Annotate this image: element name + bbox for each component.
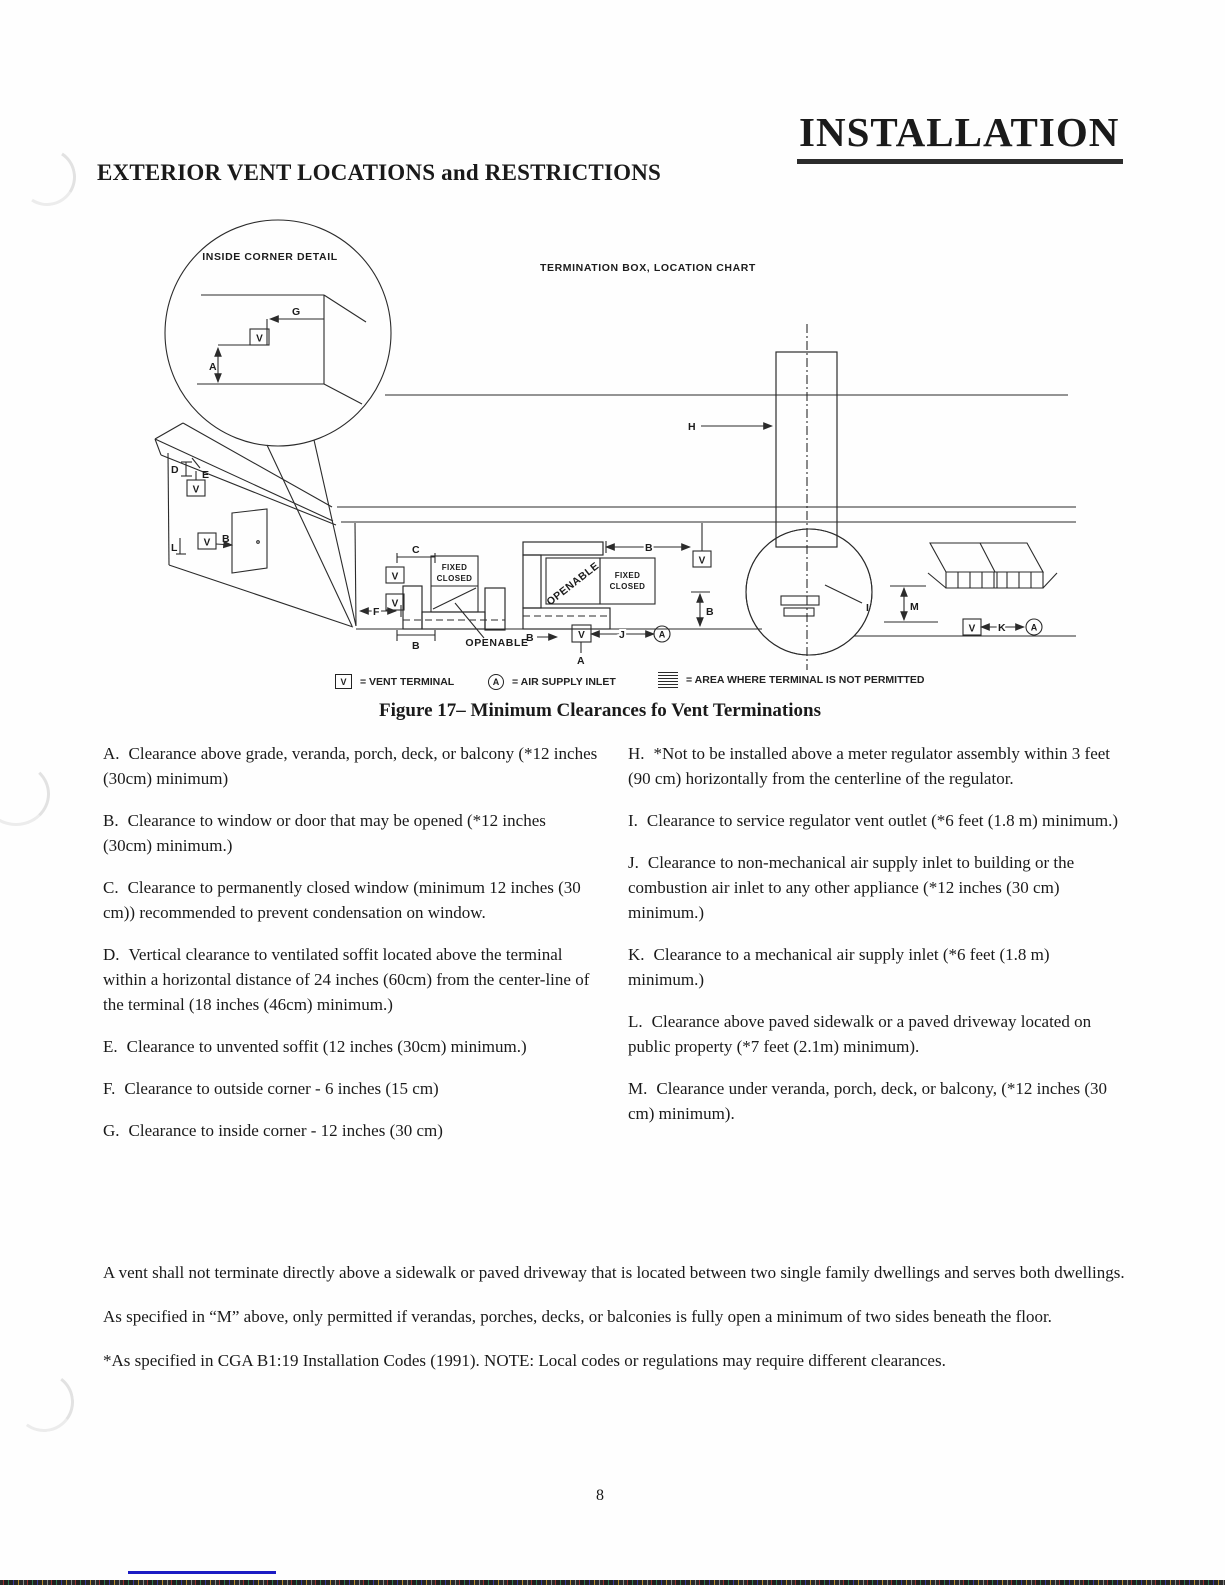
window-fixed-closed-1 bbox=[431, 556, 478, 612]
openable-label: OPENABLE bbox=[465, 637, 529, 649]
air-supply-inlet-symbol bbox=[1026, 619, 1042, 635]
vent-terminal-symbol bbox=[250, 329, 269, 345]
page-number: 8 bbox=[596, 1487, 604, 1504]
inside-corner-detail bbox=[165, 220, 391, 446]
door-handle bbox=[257, 541, 260, 544]
clearance-item: H. *Not to be installed above a meter regulator assembly within 3 feet (90 cm) horizontally from the centerline of the regulator. bbox=[628, 744, 1111, 788]
deck-isometric bbox=[884, 543, 1057, 635]
label-L: L bbox=[171, 542, 178, 554]
label-B: B bbox=[706, 606, 714, 618]
svg-text:V: V bbox=[192, 484, 200, 496]
label-G: G bbox=[292, 306, 301, 318]
air-supply-inlet-icon: A bbox=[488, 674, 504, 690]
house-isometric bbox=[155, 423, 356, 627]
clearance-item: A. Clearance above grade, veranda, porch, deck, or balcony (*12 inches (30cm) minimum) bbox=[103, 744, 598, 788]
meter-regulator-zone bbox=[688, 324, 872, 670]
vent-terminal-symbol bbox=[572, 625, 591, 642]
svg-text:V: V bbox=[968, 623, 976, 635]
label-D: D bbox=[171, 464, 179, 476]
vent-terminal-icon: V bbox=[335, 674, 352, 689]
svg-text:V: V bbox=[203, 537, 211, 549]
label-M: M bbox=[910, 601, 919, 613]
legend-air-supply bbox=[488, 674, 616, 690]
label-J: J bbox=[619, 629, 625, 641]
clearance-item: I. Clearance to service regulator vent outlet (*6 feet (1.8 m) minimum.) bbox=[628, 811, 1119, 830]
label-K: K bbox=[998, 622, 1006, 634]
svg-text:CLOSED: CLOSED bbox=[609, 582, 646, 591]
svg-text:A: A bbox=[658, 629, 666, 640]
vent-terminal-symbol bbox=[963, 619, 981, 635]
clearance-item: F. Clearance to outside corner - 6 inches (15 cm) bbox=[103, 1079, 439, 1098]
punch-hole-artifact bbox=[10, 1368, 78, 1436]
page-title: INSTALLATION bbox=[797, 108, 1123, 164]
label-H: H bbox=[688, 421, 696, 433]
inside-corner-detail-label: INSIDE CORNER DETAIL bbox=[202, 251, 338, 263]
legend-not-permitted bbox=[658, 672, 925, 688]
svg-text:V: V bbox=[256, 333, 263, 345]
meter-regulator bbox=[781, 596, 819, 605]
svg-text:V: V bbox=[391, 571, 399, 583]
note-sidewalk: A vent shall not terminate directly above a sidewalk or paved driveway that is located between two single family dwellings and serves both dwellings. bbox=[103, 1263, 1125, 1282]
svg-text:OPENABLE: OPENABLE bbox=[544, 559, 602, 609]
section-heading: EXTERIOR VENT LOCATIONS and RESTRICTIONS bbox=[97, 160, 662, 185]
clearance-list-right bbox=[628, 741, 1128, 1143]
label-B: B bbox=[645, 542, 653, 554]
svg-text:FIXED: FIXED bbox=[441, 563, 468, 572]
svg-text:CLOSED: CLOSED bbox=[436, 574, 473, 583]
figure-caption: Figure 17– Minimum Clearances fo Vent Terminations bbox=[379, 700, 821, 721]
grade-lines bbox=[337, 395, 1076, 636]
label-A: A bbox=[209, 361, 217, 373]
openable-window bbox=[544, 558, 601, 608]
label-B: B bbox=[222, 533, 230, 545]
door bbox=[232, 509, 267, 573]
footnotes bbox=[103, 1260, 1128, 1392]
label-A: A bbox=[577, 655, 585, 667]
svg-text:V: V bbox=[391, 598, 399, 610]
label-B: B bbox=[526, 632, 534, 644]
detail-leader-lines bbox=[267, 440, 356, 626]
termination-chart-label: TERMINATION BOX, LOCATION CHART bbox=[540, 262, 756, 274]
clearance-item: K. Clearance to a mechanical air supply inlet (*6 feet (1.8 m) minimum.) bbox=[628, 945, 1050, 989]
legend-not-permitted-label: = AREA WHERE TERMINAL IS NOT PERMITTED bbox=[686, 674, 925, 686]
clearance-item: E. Clearance to unvented soffit (12 inches (30cm) minimum.) bbox=[103, 1037, 527, 1056]
legend-air-supply-label: = AIR SUPPLY INLET bbox=[512, 676, 616, 688]
vent-terminal-symbol bbox=[693, 551, 711, 567]
svg-text:V: V bbox=[578, 630, 585, 641]
scan-noise-strip bbox=[0, 1580, 1225, 1585]
svg-text:FIXED: FIXED bbox=[614, 571, 641, 580]
figure-legend bbox=[0, 666, 1225, 696]
clearance-item: M. Clearance under veranda, porch, deck, or balcony, (*12 inches (30 cm) minimum). bbox=[628, 1079, 1107, 1123]
clearance-item: G. Clearance to inside corner - 12 inches (30 cm) bbox=[103, 1121, 443, 1140]
clearance-item: J. Clearance to non-mechanical air supply inlet to building or the combustion air inlet to any other appliance (*12 inches (30 cm) minimum.) bbox=[628, 853, 1075, 922]
air-supply-inlet-symbol bbox=[654, 626, 670, 642]
clearance-item: D. Vertical clearance to ventilated soffit located above the terminal within a horizontal distance of 24 inches (60cm) from the center-line of the terminal (18 inches (46cm) minimum.) bbox=[103, 945, 590, 1014]
note-cga-codes: *As specified in CGA B1:19 Installation Codes (1991). NOTE: Local codes or regulations may require different clearances. bbox=[103, 1351, 946, 1370]
clearance-item: B. Clearance to window or door that may be opened (*12 inches (30cm) minimum.) bbox=[103, 811, 546, 855]
elevation-windows bbox=[360, 523, 714, 667]
label-C: C bbox=[412, 544, 420, 556]
window-fixed-closed-2 bbox=[600, 558, 655, 604]
no-terminal-zone bbox=[403, 586, 505, 630]
label-F: F bbox=[373, 606, 380, 618]
legend-vent-terminal bbox=[335, 674, 454, 689]
vent-terminal-symbol bbox=[198, 533, 216, 549]
punch-hole-artifact bbox=[13, 143, 82, 212]
hatched-area-icon bbox=[658, 672, 678, 688]
svg-text:A: A bbox=[1030, 622, 1038, 633]
blue-scan-mark bbox=[128, 1571, 276, 1574]
label-B: B bbox=[412, 640, 420, 652]
note-veranda: As specified in “M” above, only permitted if verandas, porches, decks, or balconies is fully open a minimum of two sides beneath the floor. bbox=[103, 1307, 1052, 1326]
sidewalk-clearance-labels bbox=[171, 533, 232, 554]
clearance-list-left bbox=[103, 741, 598, 1160]
clearance-item: C. Clearance to permanently closed window (minimum 12 inches (30 cm)) recommended to prevent condensation on window. bbox=[103, 878, 581, 922]
label-E: E bbox=[202, 469, 210, 481]
vent-terminal-symbol bbox=[187, 480, 205, 496]
svg-text:V: V bbox=[698, 555, 706, 567]
vent-clearance-diagram bbox=[140, 212, 1120, 677]
label-I: I bbox=[866, 602, 869, 614]
clearance-item: L. Clearance above paved sidewalk or a paved driveway located on public property (*7 feet (2.1m) minimum). bbox=[628, 1012, 1092, 1056]
punch-hole-artifact bbox=[0, 762, 50, 826]
soffit-clearance-labels bbox=[171, 458, 209, 496]
vent-terminal-symbol bbox=[386, 567, 404, 583]
legend-vent-terminal-label: = VENT TERMINAL bbox=[360, 675, 455, 688]
